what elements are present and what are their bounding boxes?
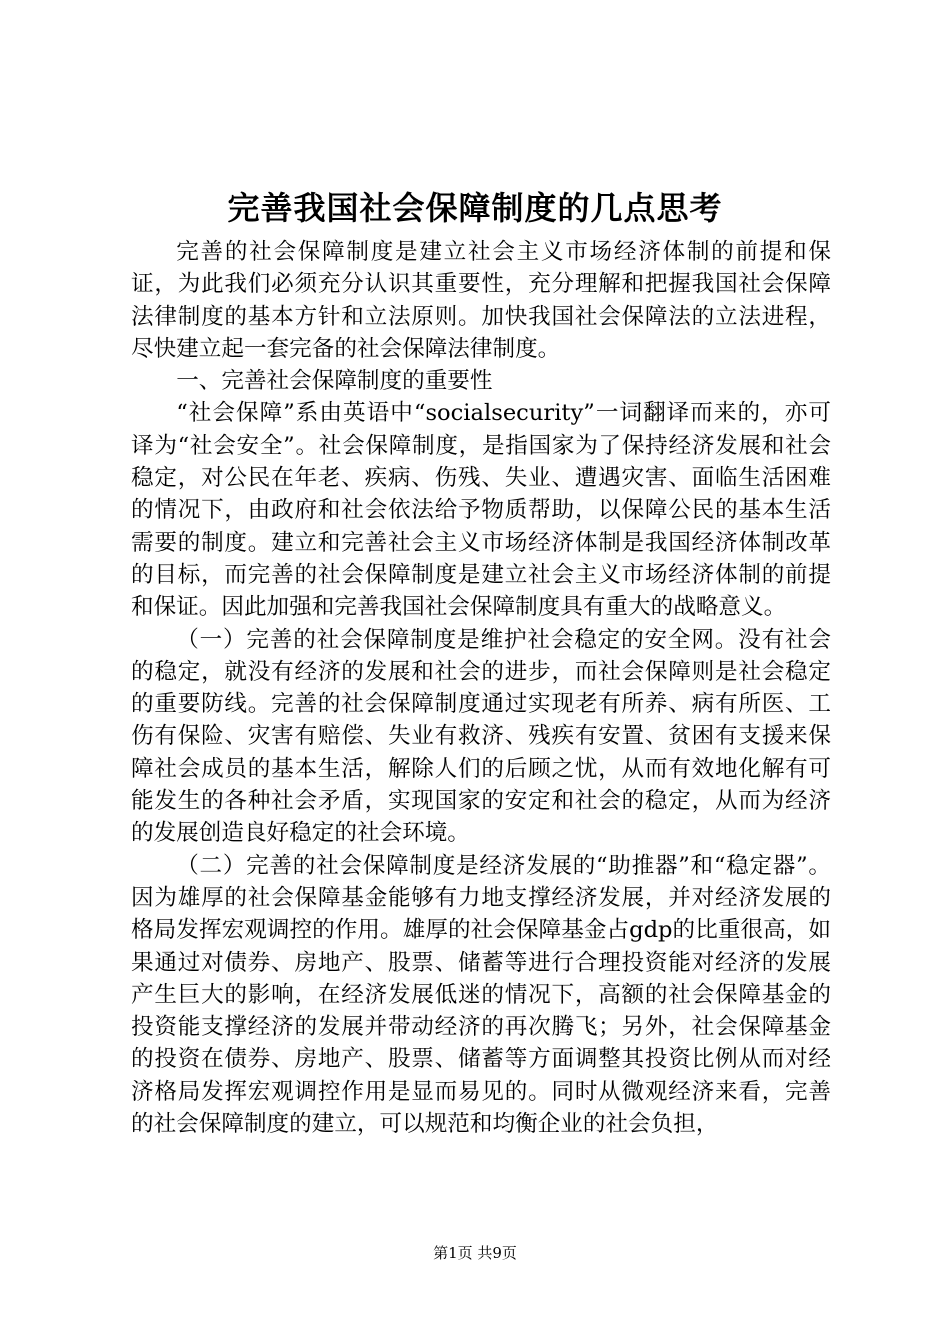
page-number: 第1页 共9页 xyxy=(433,1244,517,1262)
paragraph-intro: 完善的社会保障制度是建立社会主义市场经济体制的前提和保证，为此我们必须充分认识其重要性，充分理解和把握我国社会保障法律制度的基本方针和立法原则。加快我国社会保障法的立法进程，尽快建立起一套完备的社会保障法律制度。 xyxy=(131,239,831,362)
paragraph-point-two: （二）完善的社会保障制度是经济发展的“助推器”和“稳定器”。因为雄厚的社会保障基金能够有力地支撑经济发展，并对经济发展的格局发挥宏观调控的作用。雄厚的社会保障基金占gdp的比重很高，如果通过对债券、房地产、股票、储蓄等进行合理投资能对经济的发展产生巨大的影响，在经济发展低迷的情况下，高额的社会保障基金的投资能支撑经济的发展并带动经济的再次腾飞；另外，社会保障基金的投资在债券、房地产、股票、储蓄等方面调整其投资比例从而对经济格局发挥宏观调控作用是显而易见的。同时从微观经济来看，完善的社会保障制度的建立，可以规范和均衡企业的社会负担， xyxy=(131,852,831,1138)
section-heading-importance: 一、完善社会保障制度的重要性 xyxy=(176,368,493,395)
document-title: 完善我国社会保障制度的几点思考 xyxy=(227,189,723,227)
document-body xyxy=(131,236,831,1140)
paragraph-point-one: （一）完善的社会保障制度是维护社会稳定的安全网。没有社会的稳定，就没有经济的发展和社会的进步，而社会保障则是社会稳定的重要防线。完善的社会保障制度通过实现老有所养、病有所医、工伤有保险、灾害有赔偿、失业有救济、残疾有安置、贫困有支援来保障社会成员的基本生活，解除人们的后顾之忧，从而有效地化解有可能发生的各种社会矛盾，实现国家的安定和社会的稳定，从而为经济的发展创造良好稳定的社会环境。 xyxy=(131,626,831,847)
paragraph-definition: “社会保障”系由英语中“socialsecurity”一词翻译而来的，亦可译为“社会安全”。社会保障制度，是指国家为了保持经济发展和社会稳定，对公民在年老、疾病、伤残、失业、遭遇灾害、面临生活困难的情况下，由政府和社会依法给予物质帮助，以保障公民的基本生活需要的制度。建立和完善社会主义市场经济体制是我国经济体制改革的目标，而完善的社会保障制度是建立社会主义市场经济体制的前提和保证。因此加强和完善我国社会保障制度具有重大的战略意义。 xyxy=(131,400,831,621)
